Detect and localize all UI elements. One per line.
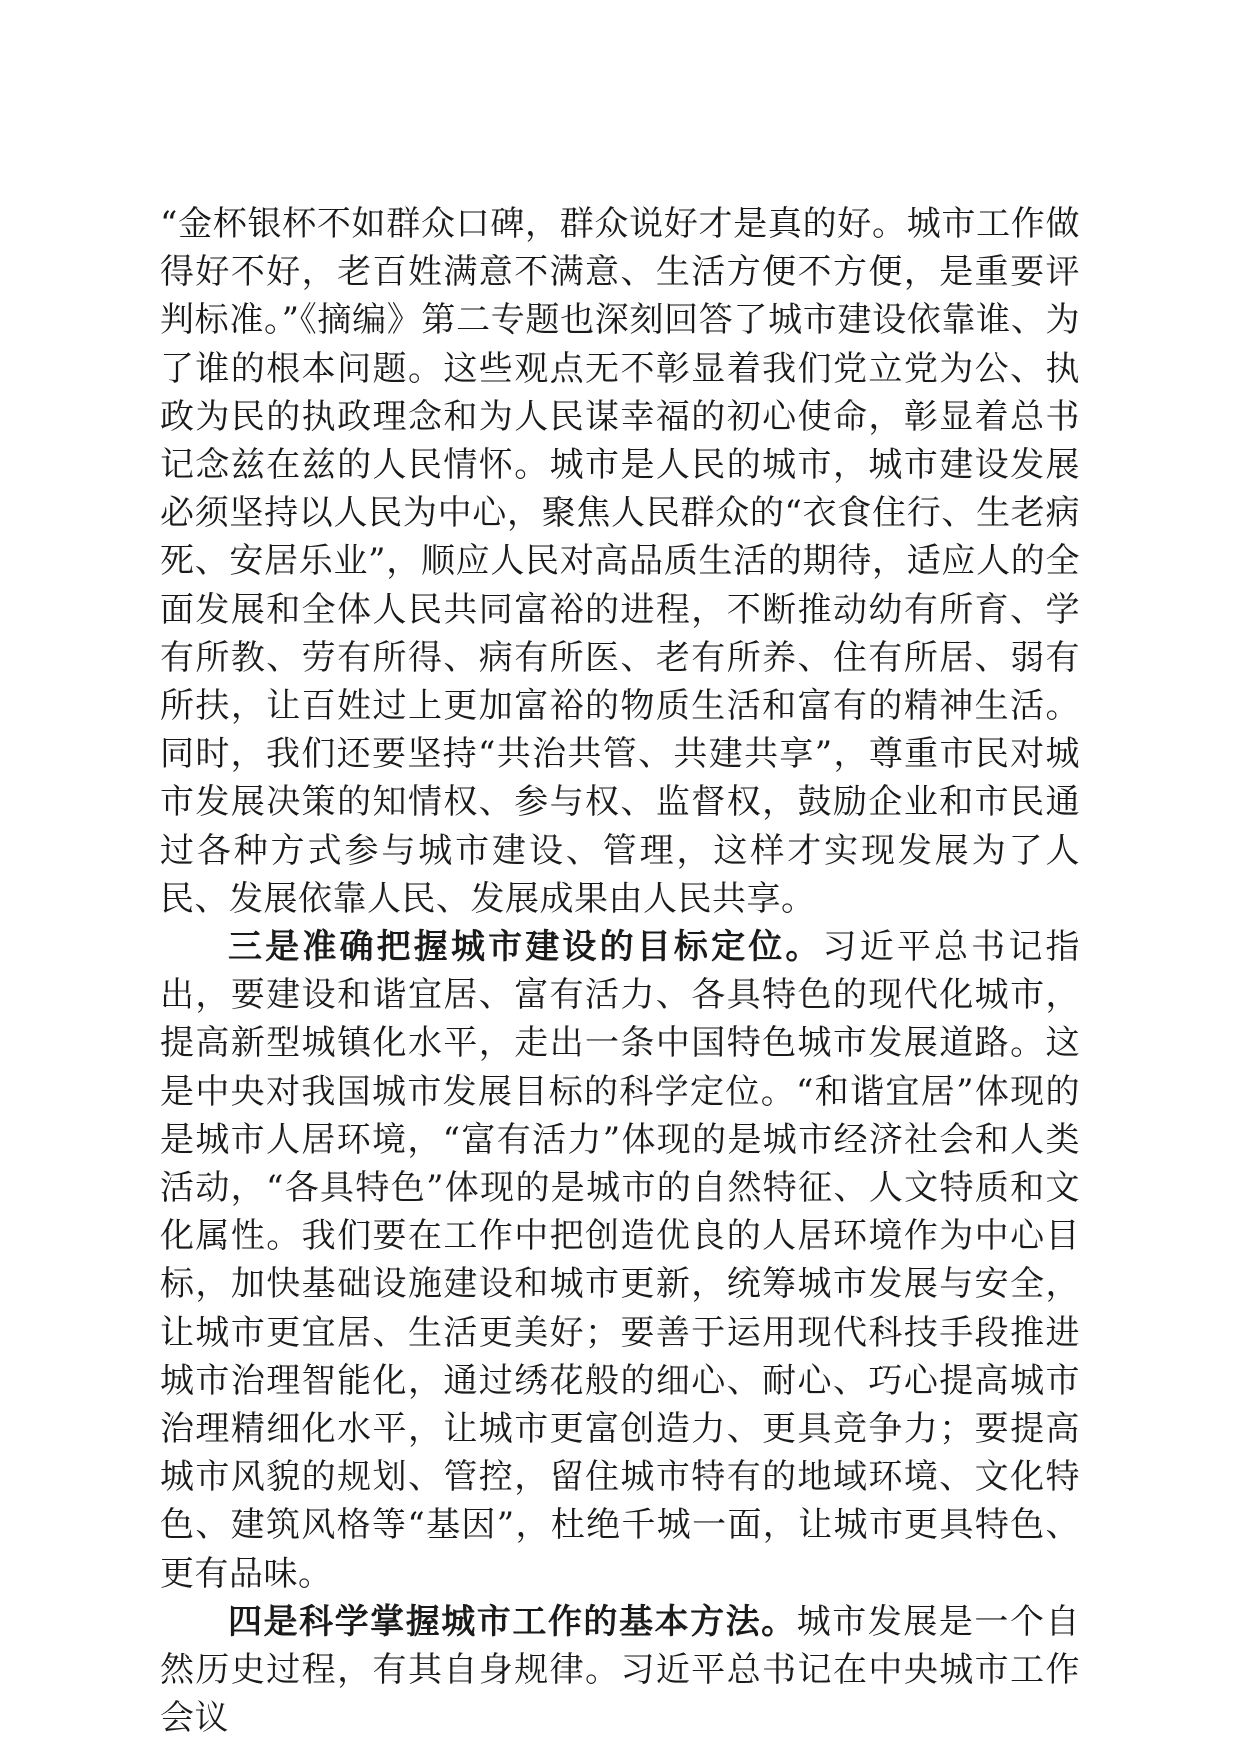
paragraph-basic-methods [160,1598,1080,1743]
paragraph-body: 习近平总书记指出，要建设和谐宜居、富有活力、各具特色的现代化城市，提高新型城镇化水平，走出一条中国特色城市发展道路。这是中央对我国城市发展目标的科学定位。“和谐宜居”体现的是城市人居环境，“富有活力”体现的是城市经济社会和人类活动，“各具特色”体现的是城市的自然特征、人文特质和文化属性。我们要在工作中把创造优良的人居环境作为中心目标，加快基础设施建设和城市更新，统筹城市发展与安全，让城市更宜居、生活更美好；要善于运用现代科技手段推进城市治理智能化，通过绣花般的细心、耐心、巧心提高城市治理精细化水平，让城市更富创造力、更具竞争力；要提高城市风貌的规划、管控，留住城市特有的地域环境、文化特色、建筑风格等“基因”，杜绝千城一面，让城市更具特色、更有品味。 [160,927,1081,1594]
paragraph-goal-positioning [160,923,1080,1598]
paragraph-lead-heading: 三是准确把握城市建设的目标定位。 [228,927,823,968]
paragraph-body: 城市发展是一个自然历史过程，有其自身规律。习近平总书记在中央城市工作会议 [160,1601,1081,1739]
document-page [160,200,1080,1743]
paragraph-body: “金杯银杯不如群众口碑，群众说好才是真的好。城市工作做得好不好，老百姓满意不满意、生活方便不方便，是重要评判标准。”《摘编》第二专题也深刻回答了城市建设依靠谁、为了谁的根本问题。这些观点无不彰显着我们党立党为公、执政为民的执政理念和为人民谋幸福的初心使命，彰显着总书记念兹在兹的人民情怀。城市是人民的城市，城市建设发展必须坚持以人民为中心，聚焦人民群众的“衣食住行、生老病死、安居乐业”，顺应人民对高品质生活的期待，适应人的全面发展和全体人民共同富裕的进程，不断推动幼有所育、学有所教、劳有所得、病有所医、老有所养、住有所居、弱有所扶，让百姓过上更加富裕的物质生活和富有的精神生活。同时，我们还要坚持“共治共管、共建共享”，尊重市民对城市发展决策的知情权、参与权、监督权，鼓励企业和市民通过各种方式参与城市建设、管理，这样才实现发展为了人民、发展依靠人民、发展成果由人民共享。 [160,204,1080,919]
paragraph-people-centered [160,200,1080,923]
paragraph-lead-heading: 四是科学掌握城市工作的基本方法。 [228,1601,797,1642]
